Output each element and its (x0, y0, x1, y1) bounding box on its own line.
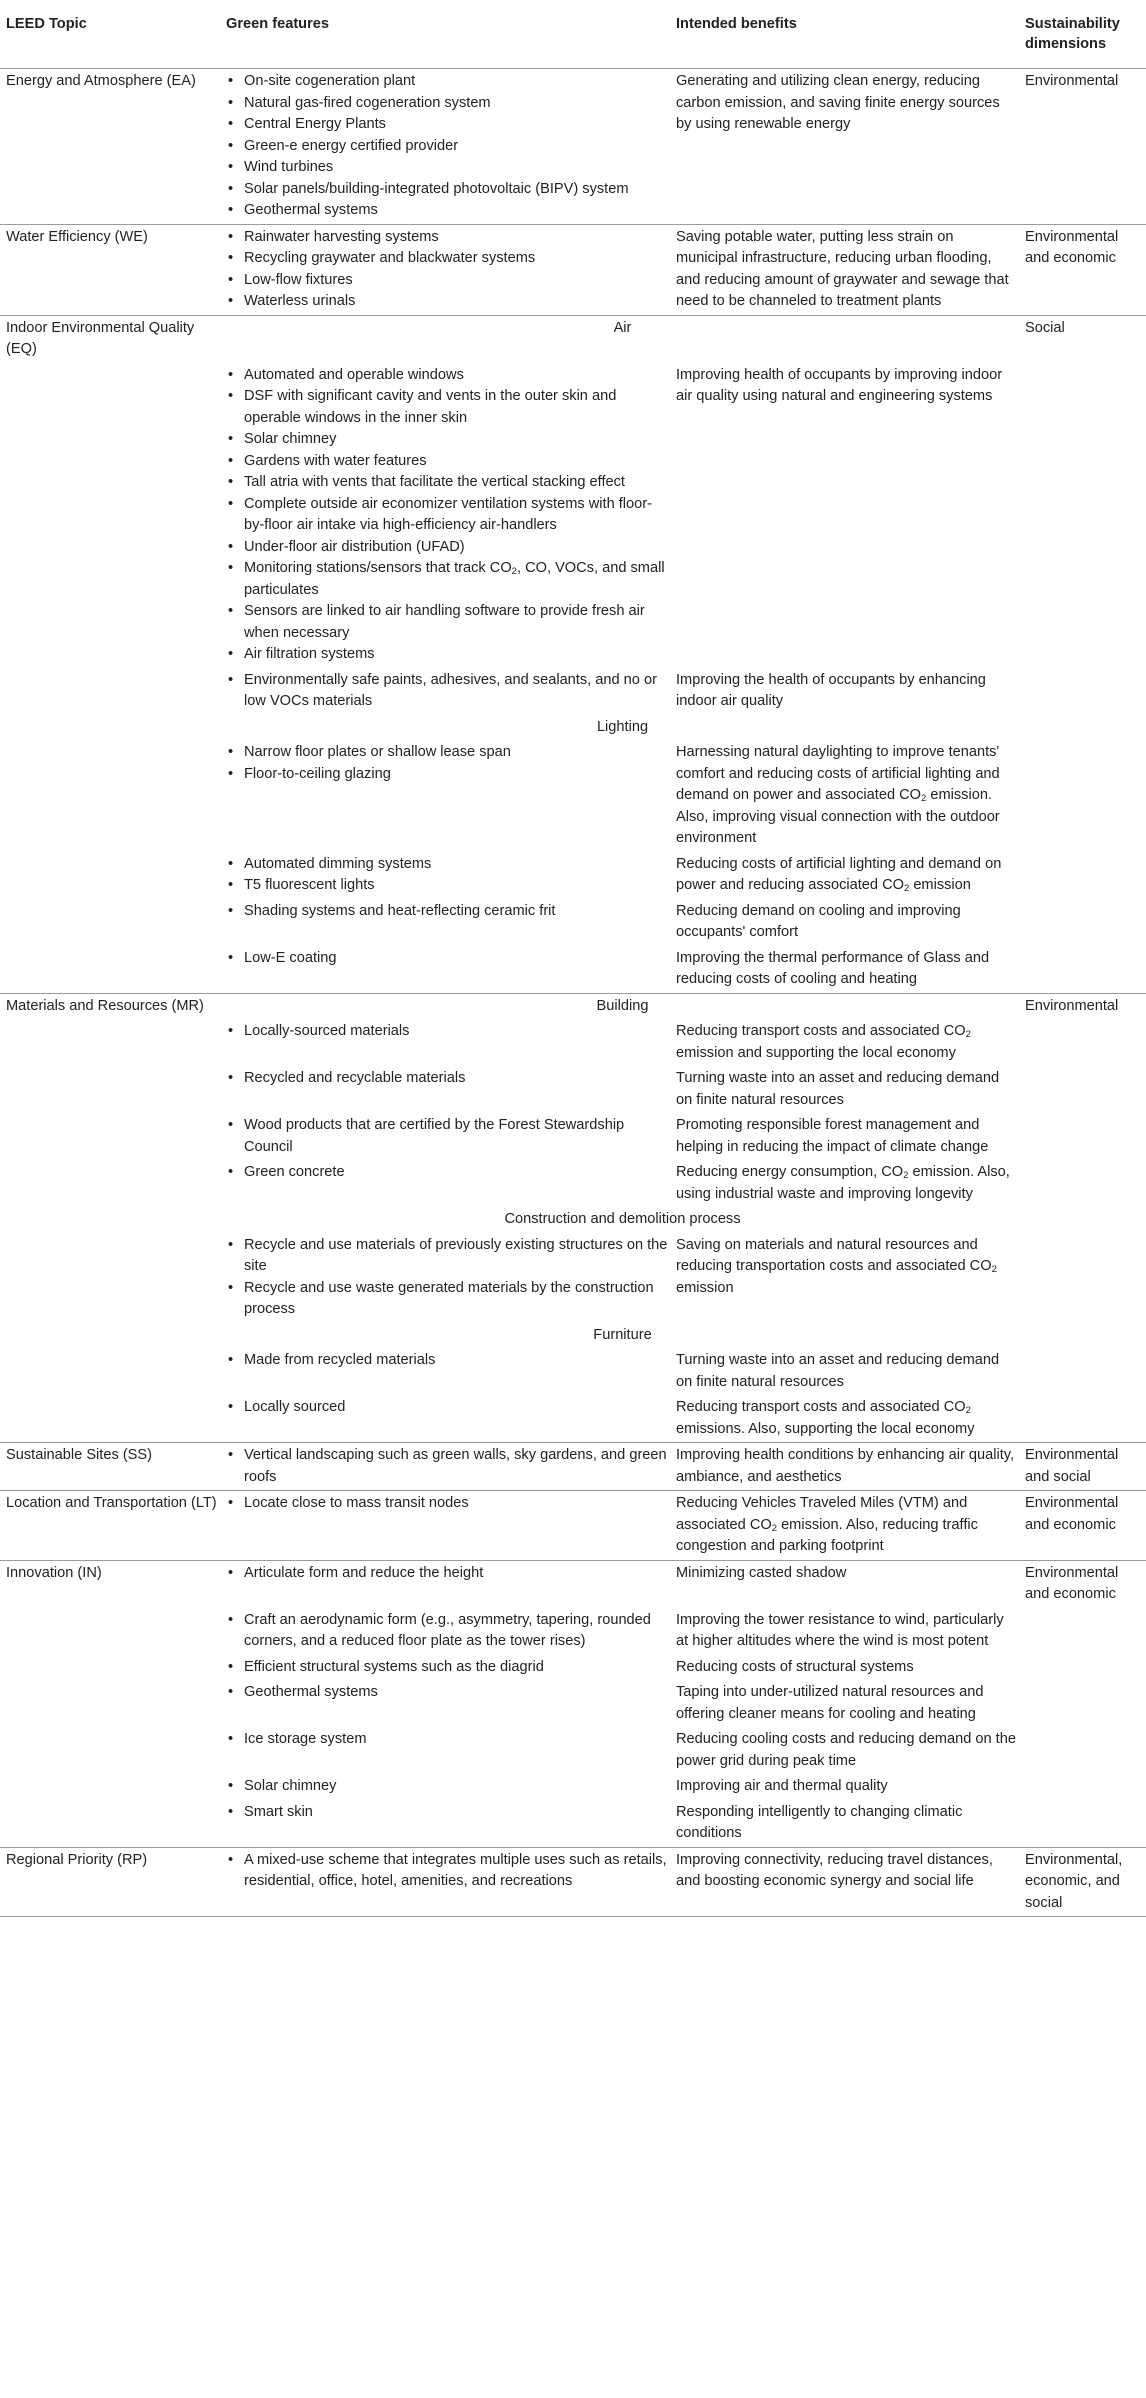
feature-list (226, 227, 670, 313)
topic-cell (0, 668, 220, 715)
feature-list (226, 1068, 670, 1090)
feature-item: • Rainwater harvesting systems (226, 227, 670, 249)
dimension-cell (1019, 1348, 1146, 1395)
table-row (0, 1774, 1146, 1800)
topic-cell: Regional Priority (RP) (0, 1847, 220, 1917)
table-subheading-row (0, 715, 1146, 741)
benefit-cell: Reducing cooling costs and reducing demand on the power grid during peak time (676, 1731, 1016, 1769)
dimension-cell (1019, 1323, 1146, 1349)
table-subheading-row (0, 1323, 1146, 1349)
dimension-cell: Environmental (1019, 69, 1146, 225)
benefit-cell: Reducing transport costs and associated $CO_2$ emission and supporting the local economy (676, 1023, 971, 1061)
feature-list (226, 1563, 670, 1585)
feature-item: • Gardens with water features (226, 451, 670, 473)
topic-cell (0, 1019, 220, 1066)
subheading-cell: Construction and demolition process (504, 1211, 741, 1227)
feature-item: • Shading systems and heat-reflecting ceramic frit (226, 901, 670, 923)
features-cell (220, 946, 670, 994)
topic-cell (0, 1066, 220, 1113)
feature-item: • Locally sourced (226, 1397, 670, 1419)
feature-item: • Efficient structural systems such as the diagrid (226, 1657, 670, 1679)
topic-cell (0, 1727, 220, 1774)
header-green-features: Green features (220, 0, 670, 69)
dimension-cell (1019, 1066, 1146, 1113)
table-row (0, 1608, 1146, 1655)
feature-item: • Ice storage system (226, 1729, 670, 1751)
feature-list (226, 1350, 670, 1372)
features-cell (220, 1019, 670, 1066)
features-cell (220, 1233, 670, 1323)
dimension-cell (1019, 1233, 1146, 1323)
benefit-cell: Turning waste into an asset and reducing demand on finite natural resources (676, 1070, 1000, 1108)
table-row (0, 1233, 1146, 1323)
benefit-cell: Improving the health of occupants by enhancing indoor air quality (676, 671, 986, 709)
benefit-cell: Generating and utilizing clean energy, reducing carbon emission, and saving finite energy sources by using renewable energy (670, 69, 1019, 225)
feature-item: • Solar chimney (226, 1776, 670, 1798)
features-cell (220, 1443, 670, 1491)
feature-list (226, 1850, 670, 1893)
benefit-cell: Saving on materials and natural resources and reducing transportation costs and associated $CO_2$ emission (676, 1236, 997, 1296)
benefit-cell: Saving potable water, putting less strain on municipal infrastructure, reducing urban flooding, and reducing amount of graywater and sewage that need to be channeled to treatment plants (670, 224, 1019, 315)
feature-list (226, 1802, 670, 1824)
topic-cell: Indoor Environmental Quality (EQ) (0, 315, 220, 363)
table-row (0, 668, 1146, 715)
feature-item: • Environmentally safe paints, adhesives, and sealants, and no or low VOCs materials (226, 670, 670, 713)
feature-item: • Green-e energy certified provider (226, 136, 670, 158)
subscript-2: 2 (965, 1029, 971, 1040)
subheading-cell: Building (220, 993, 1019, 1019)
table-row (0, 1348, 1146, 1395)
benefit-cell: Reducing costs of structural systems (676, 1658, 914, 1675)
topic-cell (0, 946, 220, 994)
topic-cell (0, 1113, 220, 1160)
dimension-cell: Environmental, economic, and social (1019, 1847, 1146, 1917)
feature-item: • Recycled and recyclable materials (226, 1068, 670, 1090)
benefit-cell: Reducing costs of artificial lighting and demand on power and reducing associated $CO_2$ emission (676, 855, 1002, 894)
topic-cell: Energy and Atmosphere (EA) (0, 69, 220, 225)
benefit-cell: Turning waste into an asset and reducing demand on finite natural resources (676, 1352, 1000, 1390)
benefit-cell: Minimizing casted shadow (670, 1560, 1019, 1608)
feature-item: • Green concrete (226, 1162, 670, 1184)
table-subheading-row (0, 1207, 1146, 1233)
feature-item: • Recycling graywater and blackwater systems (226, 248, 670, 270)
features-cell (220, 1491, 670, 1561)
feature-list (226, 742, 670, 785)
feature-item: • On-site cogeneration plant (226, 71, 670, 93)
dimension-cell: Social (1019, 315, 1146, 363)
features-cell (220, 1348, 670, 1395)
feature-item: • Tall atria with vents that facilitate the vertical stacking effect (226, 472, 670, 494)
feature-list (226, 1162, 670, 1184)
feature-item: • Under-floor air distribution (UFAD) (226, 537, 670, 559)
header-leed-topic: LEED Topic (0, 0, 220, 69)
dimension-cell (1019, 740, 1146, 852)
features-cell (220, 1608, 670, 1655)
feature-list (226, 1682, 670, 1704)
feature-item: • A mixed-use scheme that integrates multiple uses such as retails, residential, office, hotel, amenities, and recreations (226, 1850, 670, 1893)
topic-cell (0, 1800, 220, 1848)
feature-item: • Complete outside air economizer ventilation systems with floor-by-floor air intake via high-efficiency air-handlers (226, 494, 670, 537)
dimension-cell (1019, 1113, 1146, 1160)
subscript-2: 2 (991, 1264, 997, 1275)
topic-cell (0, 715, 220, 741)
benefit-cell: Taping into under-utilized natural resources and offering cleaner means for cooling and heating (676, 1684, 984, 1722)
feature-list (226, 948, 670, 970)
topic-cell: Materials and Resources (MR) (0, 993, 220, 1019)
table-row (0, 1655, 1146, 1681)
features-cell (220, 1680, 670, 1727)
feature-list (226, 1235, 670, 1321)
features-cell (220, 1160, 670, 1207)
topic-cell (0, 1233, 220, 1323)
topic-cell (0, 1680, 220, 1727)
features-cell (220, 1774, 670, 1800)
topic-cell (0, 363, 220, 668)
topic-cell: Innovation (IN) (0, 1560, 220, 1608)
dimension-cell: Environmental and economic (1019, 224, 1146, 315)
topic-cell (0, 740, 220, 852)
subscript-2: 2 (903, 883, 910, 894)
benefit-cell: Responding intelligently to changing climatic conditions (676, 1803, 963, 1841)
topic-cell (0, 1323, 220, 1349)
feature-item: • Natural gas-fired cogeneration system (226, 93, 670, 115)
feature-item: • Solar chimney (226, 429, 670, 451)
benefit-cell: Improving connectivity, reducing travel distances, and boosting economic synergy and social life (670, 1847, 1019, 1917)
feature-item: • Geothermal systems (226, 200, 670, 222)
topic-cell (0, 1395, 220, 1443)
feature-item: • Locate close to mass transit nodes (226, 1493, 670, 1515)
feature-list (226, 1610, 670, 1653)
subscript-2: 2 (511, 566, 517, 577)
features-cell (220, 1727, 670, 1774)
table-row (0, 1160, 1146, 1207)
feature-item: • Low-E coating (226, 948, 670, 970)
subscript-2: 2 (903, 1170, 909, 1181)
benefit-cell: Reducing demand on cooling and improving occupants' comfort (676, 902, 961, 940)
header-intended-benefits: Intended benefits (670, 0, 1019, 69)
features-cell (220, 1066, 670, 1113)
feature-list (226, 1776, 670, 1798)
subheading-cell: Lighting (596, 718, 649, 735)
feature-item: • Craft an aerodynamic form (e.g., asymmetry, tapering, rounded corners, and a reduced floor plate as the tower rises) (226, 1610, 670, 1653)
feature-item: • Sensors are linked to air handling software to provide fresh air when necessary (226, 601, 670, 644)
feature-item: • Narrow floor plates or shallow lease span (226, 742, 670, 764)
topic-cell: Location and Transportation (LT) (0, 1491, 220, 1561)
benefit-cell: Reducing transport costs and associated $CO_2$ emissions. Also, supporting the local economy (676, 1399, 975, 1437)
features-cell (220, 1560, 670, 1608)
features-cell (220, 899, 670, 946)
features-cell (220, 1800, 670, 1848)
table-row (0, 1019, 1146, 1066)
dimension-cell (1019, 899, 1146, 946)
feature-item: • Locally-sourced materials (226, 1021, 670, 1043)
benefit-cell: Promoting responsible forest management and helping in reducing the impact of climate change (676, 1117, 989, 1155)
dimension-cell (1019, 1727, 1146, 1774)
benefit-cell: Improving the thermal performance of Glass and reducing costs of cooling and heating (676, 949, 990, 987)
topic-cell: Sustainable Sites (SS) (0, 1443, 220, 1491)
feature-item: • Vertical landscaping such as green walls, sky gardens, and green roofs (226, 1445, 670, 1488)
table-row (0, 1680, 1146, 1727)
dimension-cell (1019, 1207, 1146, 1233)
feature-item: • Articulate form and reduce the height (226, 1563, 670, 1585)
dimension-cell (1019, 1655, 1146, 1681)
features-cell (220, 668, 670, 715)
topic-cell (0, 1774, 220, 1800)
feature-item: • Recycle and use materials of previously existing structures on the site (226, 1235, 670, 1278)
table-header (0, 0, 1146, 69)
feature-item: • Geothermal systems (226, 1682, 670, 1704)
dimension-cell (1019, 363, 1146, 668)
feature-item: • DSF with significant cavity and vents in the outer skin and operable windows in the inner skin (226, 386, 670, 429)
table-row (0, 1800, 1146, 1848)
features-cell (220, 224, 670, 315)
feature-list (226, 1445, 670, 1488)
feature-item: • Wood products that are certified by the Forest Stewardship Council (226, 1115, 670, 1158)
feature-list (226, 71, 670, 222)
features-cell (220, 1655, 670, 1681)
table-row (0, 899, 1146, 946)
table-row (0, 1847, 1146, 1917)
dimension-cell (1019, 1160, 1146, 1207)
features-cell (220, 69, 670, 225)
feature-item: • Automated and operable windows (226, 365, 670, 387)
features-cell (220, 1395, 670, 1443)
dimension-cell (1019, 1774, 1146, 1800)
dimension-cell (1019, 946, 1146, 994)
subheading-cell: Air (220, 315, 1019, 363)
feature-list (226, 901, 670, 923)
topic-cell (0, 1348, 220, 1395)
table-row (0, 1443, 1146, 1491)
feature-list (226, 670, 670, 713)
table-row (0, 1066, 1146, 1113)
dimension-cell (1019, 1019, 1146, 1066)
features-cell (220, 740, 670, 852)
benefit-cell: Improving health conditions by enhancing air quality, ambiance, and aesthetics (670, 1443, 1019, 1491)
topic-cell (0, 852, 220, 899)
dimension-cell: Environmental and social (1019, 1443, 1146, 1491)
feature-item: • T5 fluorescent lights (226, 875, 670, 897)
benefit-cell: Reducing energy consumption, $CO_2$ emission. Also, using industrial waste and improving longevity (676, 1164, 1010, 1202)
feature-item: • Waterless urinals (226, 291, 670, 313)
table-row (0, 224, 1146, 315)
features-cell (220, 363, 670, 668)
dimension-cell (1019, 1800, 1146, 1848)
topic-cell: Water Efficiency (WE) (0, 224, 220, 315)
dimension-cell: Environmental and economic (1019, 1560, 1146, 1608)
feature-list (226, 1657, 670, 1679)
table-row (0, 1560, 1146, 1608)
benefit-cell: Improving health of occupants by improving indoor air quality using natural and engineering systems (676, 366, 1003, 404)
feature-list (226, 854, 670, 897)
feature-list (226, 1397, 670, 1419)
feature-list (226, 365, 670, 666)
benefit-cell: Reducing Vehicles Traveled Miles (VTM) and associated $CO_2$ emission. Also, reducing traffic congestion and parking footprint (670, 1491, 1019, 1561)
benefit-cell: Harnessing natural daylighting to improve tenants' comfort and reducing costs of artificial lighting and demand on power and associated $CO_2$ emission. Also, improving visual connection with the outdoor environment (676, 744, 1000, 846)
feature-item: • Solar panels/building-integrated photovoltaic (BIPV) system (226, 179, 670, 201)
table-row (0, 1727, 1146, 1774)
dimension-cell (1019, 1395, 1146, 1443)
header-sustainability-dimensions: Sustainability dimensions (1019, 0, 1146, 69)
dimension-cell (1019, 715, 1146, 741)
dimension-cell (1019, 1608, 1146, 1655)
topic-cell (0, 1160, 220, 1207)
features-cell (220, 1113, 670, 1160)
table-row (0, 1113, 1146, 1160)
feature-item: • Recycle and use waste generated materials by the construction process (226, 1278, 670, 1321)
dimension-cell (1019, 852, 1146, 899)
topic-cell (0, 1207, 220, 1233)
feature-item: • Smart skin (226, 1802, 670, 1824)
table-row (0, 363, 1146, 668)
table-row (0, 1395, 1146, 1443)
table-subheading-row (0, 993, 1146, 1019)
features-cell (220, 1847, 670, 1917)
topic-cell (0, 899, 220, 946)
benefit-cell: Improving the tower resistance to wind, particularly at higher altitudes where the wind is most potent (676, 1611, 1004, 1649)
topic-cell (0, 1608, 220, 1655)
feature-item: • Automated dimming systems (226, 854, 670, 876)
table-subheading-row (0, 315, 1146, 363)
dimension-cell (1019, 668, 1146, 715)
subheading-cell: Furniture (593, 1326, 652, 1343)
table-row (0, 69, 1146, 225)
table-body (0, 69, 1146, 1917)
feature-item: • Wind turbines (226, 157, 670, 179)
table-row (0, 1491, 1146, 1561)
feature-item: • Low-flow fixtures (226, 270, 670, 292)
table-row (0, 740, 1146, 852)
features-cell (220, 852, 670, 899)
table-row (0, 946, 1146, 994)
subscript-2: 2 (965, 1405, 971, 1416)
feature-item: • Monitoring stations/sensors that track $CO_2$, CO, VOCs, and small particulates (226, 558, 670, 601)
dimension-cell: Environmental (1019, 993, 1146, 1019)
subscript-2: 2 (921, 793, 927, 804)
feature-list (226, 1115, 670, 1158)
table-row (0, 852, 1146, 899)
dimension-cell: Environmental and economic (1019, 1491, 1146, 1561)
feature-item: • Central Energy Plants (226, 114, 670, 136)
feature-list (226, 1729, 670, 1751)
topic-cell (0, 1655, 220, 1681)
feature-item: • Made from recycled materials (226, 1350, 670, 1372)
feature-list (226, 1493, 670, 1515)
feature-list (226, 1021, 670, 1043)
subscript-2: 2 (771, 1522, 778, 1534)
dimension-cell (1019, 1680, 1146, 1727)
feature-item: • Air filtration systems (226, 644, 670, 666)
feature-item: • Floor-to-ceiling glazing (226, 764, 670, 786)
benefit-cell: Improving air and thermal quality (676, 1778, 888, 1794)
